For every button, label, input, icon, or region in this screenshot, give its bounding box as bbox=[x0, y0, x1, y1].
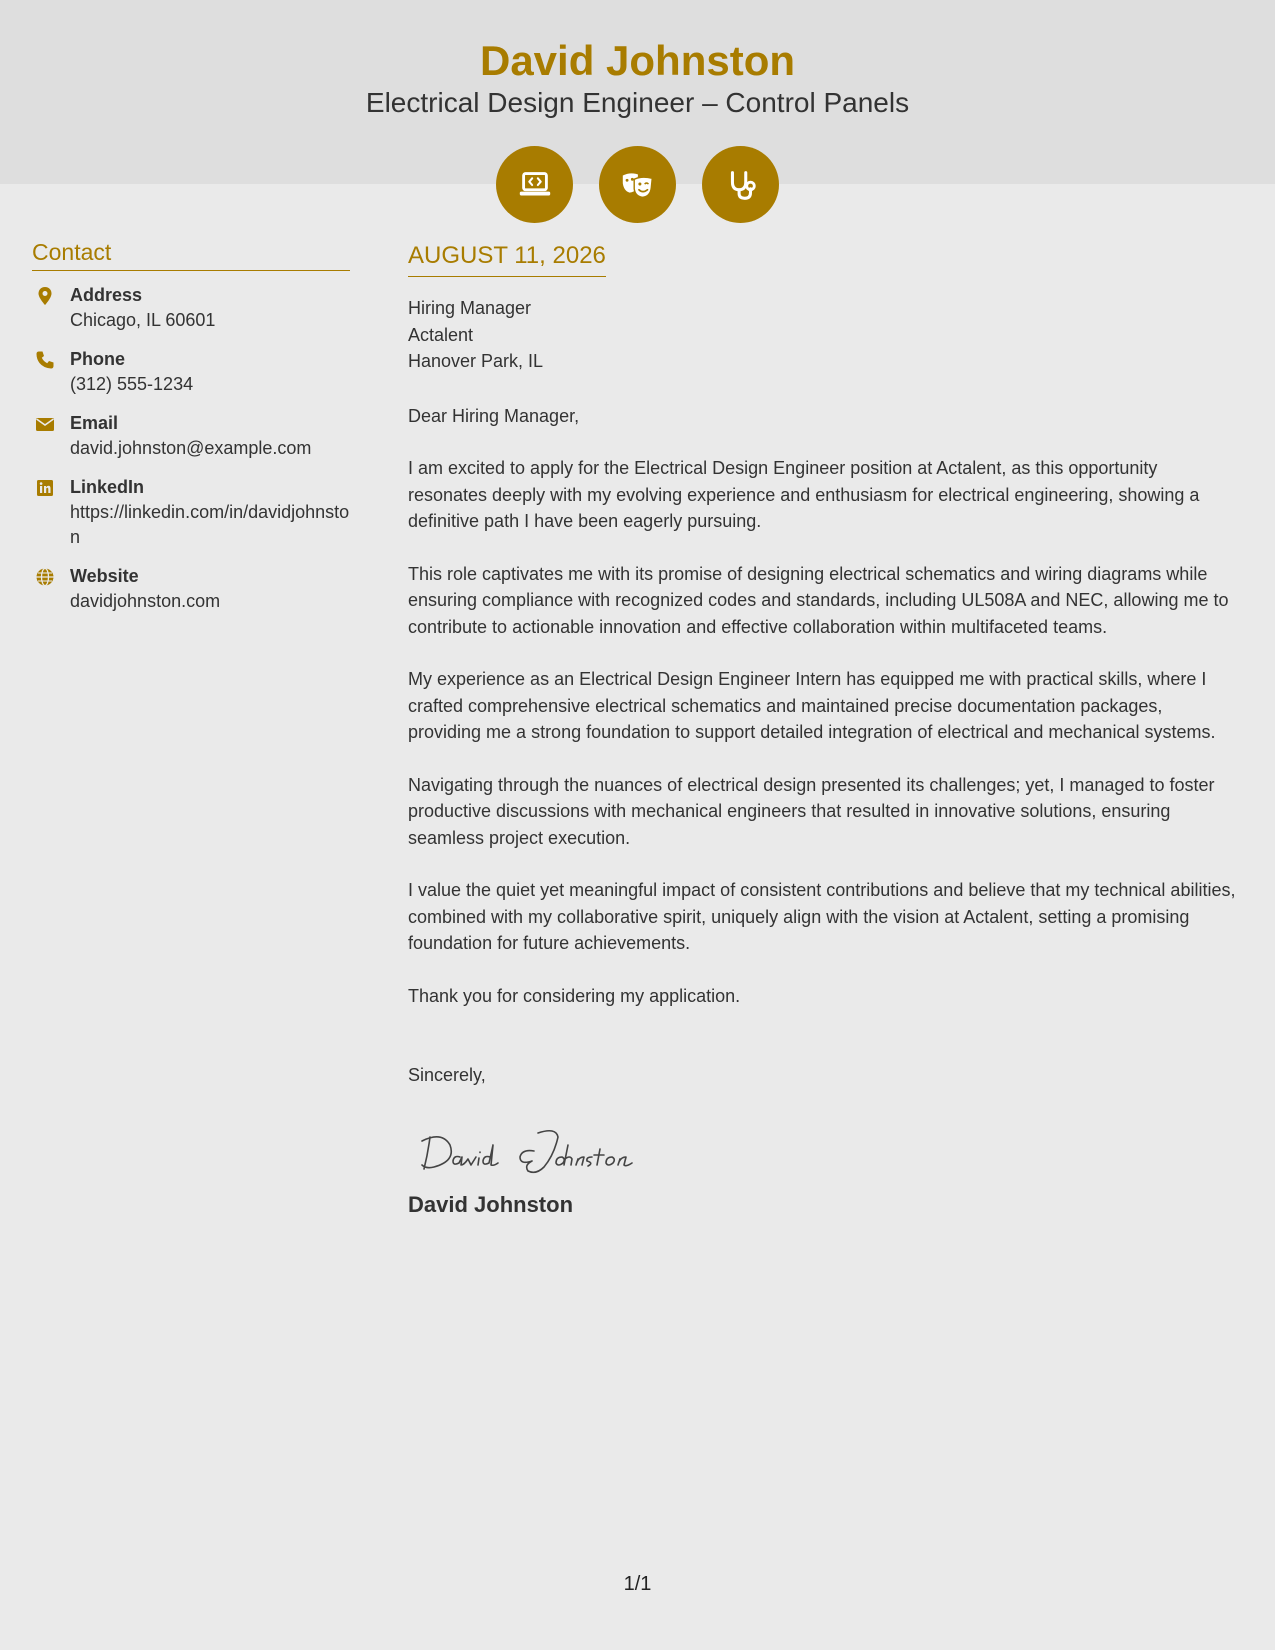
contact-email bbox=[32, 411, 350, 461]
salutation: Dear Hiring Manager, bbox=[408, 405, 580, 426]
signature bbox=[416, 1119, 1238, 1179]
contact-value: https://linkedin.com/in/davidjohnston bbox=[70, 502, 350, 547]
contact-linkedin bbox=[32, 475, 350, 550]
contact-heading: Contact bbox=[32, 238, 350, 271]
recipient-line: Hiring Manager bbox=[408, 298, 532, 318]
body-paragraph: Thank you for considering my application. bbox=[408, 985, 741, 1006]
letter-body bbox=[408, 240, 1238, 1219]
recipient-line: Hanover Park, IL bbox=[408, 351, 544, 371]
contact-label: Website bbox=[70, 566, 139, 586]
body-paragraph: This role captivates me with its promise of designing electrical schematics and wiring diagrams while ensuring compliance with recognized codes and standards, including UL508A and NEC, allowing me to contribute to actionable innovation and effective collaboration within multifaceted teams. bbox=[408, 563, 1229, 637]
map-pin-icon bbox=[32, 283, 70, 333]
contact-value: david.johnston@example.com bbox=[70, 438, 312, 458]
laptop-code-icon bbox=[496, 146, 573, 223]
contact-label: Email bbox=[70, 413, 119, 433]
theater-masks-icon bbox=[599, 146, 676, 223]
page-number: 1/1 bbox=[623, 1573, 652, 1595]
contact-sidebar bbox=[32, 238, 350, 628]
applicant-name: David Johnston bbox=[479, 37, 796, 84]
stethoscope-icon bbox=[702, 146, 779, 223]
contact-label: Address bbox=[70, 285, 143, 305]
contact-value: davidjohnston.com bbox=[70, 591, 221, 611]
linkedin-icon bbox=[32, 475, 70, 550]
body-paragraph: I am excited to apply for the Electrical Design Engineer position at Actalent, as this opportunity resonates deeply with my evolving experience and enthusiasm for electrical engineering, showing a definitive path I have been eagerly pursuing. bbox=[408, 458, 1200, 531]
job-title: Electrical Design Engineer – Control Panels bbox=[365, 87, 910, 118]
body-paragraph: Navigating through the nuances of electrical design presented its challenges; yet, I managed to foster productive discussions with mechanical engineers that resulted in innovative solutions, ensuring seamless project execution. bbox=[408, 774, 1215, 848]
contact-address bbox=[32, 283, 350, 333]
contact-phone bbox=[32, 347, 350, 397]
phone-icon bbox=[32, 347, 70, 397]
recipient-block bbox=[408, 295, 1238, 375]
contact-value: Chicago, IL 60601 bbox=[70, 310, 216, 330]
recipient-line: Actalent bbox=[408, 324, 474, 345]
contact-website bbox=[32, 564, 350, 614]
signer-name: David Johnston bbox=[408, 1191, 574, 1217]
contact-value: (312) 555-1234 bbox=[70, 374, 194, 394]
letter-date: AUGUST 11, 2026 bbox=[408, 240, 606, 277]
contact-label: LinkedIn bbox=[70, 477, 145, 497]
body-paragraph: I value the quiet yet meaningful impact of consistent contributions and believe that my technical abilities, combined with my collaborative spirit, uniquely align with the vision at Actalent, setting a promising foundation for future achievements. bbox=[408, 880, 1236, 953]
contact-label: Phone bbox=[70, 349, 126, 369]
body-paragraph: My experience as an Electrical Design Engineer Intern has equipped me with practical skills, where I crafted comprehensive electrical schematics and maintained precise documentation packages, providing me a strong foundation to support detailed integration of electrical and mechanical systems. bbox=[408, 669, 1216, 742]
closing: Sincerely, bbox=[408, 1065, 486, 1085]
envelope-icon bbox=[32, 411, 70, 461]
interest-icons bbox=[0, 146, 1275, 222]
globe-icon bbox=[32, 564, 70, 614]
contact-list bbox=[32, 283, 350, 614]
